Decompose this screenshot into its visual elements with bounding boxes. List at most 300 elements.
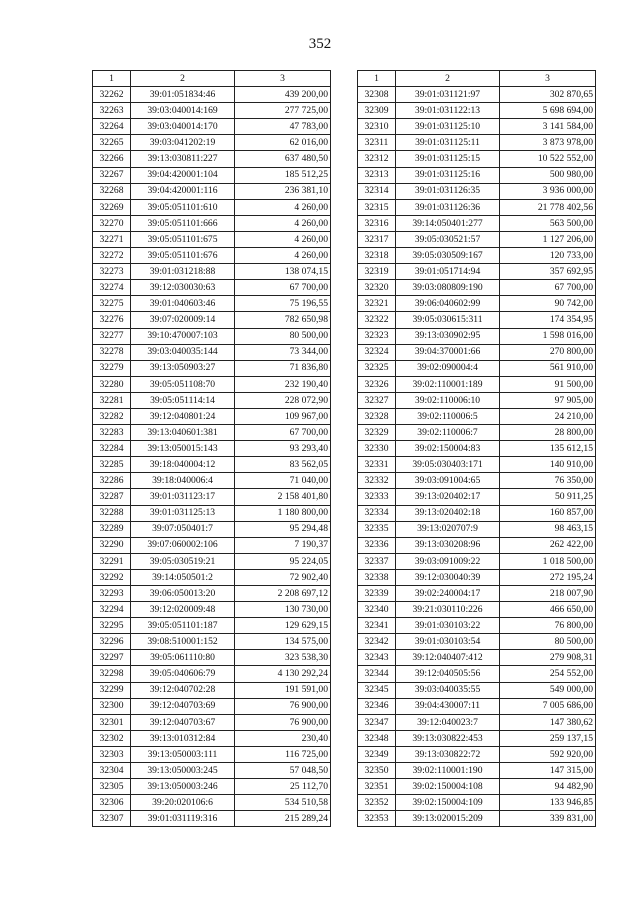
table-row	[358, 328, 596, 344]
table-row	[358, 408, 596, 424]
value-cell: 147 315,00	[500, 763, 596, 779]
value-cell: 254 552,00	[500, 666, 596, 682]
table-row	[358, 746, 596, 762]
row-number-cell: 32327	[358, 392, 396, 408]
value-cell: 5 698 694,00	[500, 103, 596, 119]
table-row	[93, 650, 331, 666]
table-row	[93, 231, 331, 247]
table-row	[93, 312, 331, 328]
row-number-cell: 32312	[358, 151, 396, 167]
table-row	[93, 199, 331, 215]
value-cell: 95 294,48	[235, 521, 331, 537]
row-number-cell: 32296	[93, 634, 131, 650]
value-cell: 80 500,00	[235, 328, 331, 344]
table-row	[358, 296, 596, 312]
row-number-cell: 32266	[93, 151, 131, 167]
row-number-cell: 32315	[358, 199, 396, 215]
value-cell: 262 422,00	[500, 537, 596, 553]
cadastral-number-cell: 39:02:110006:10	[396, 392, 500, 408]
value-cell: 466 650,00	[500, 602, 596, 618]
row-number-cell: 32339	[358, 586, 396, 602]
value-cell: 563 500,00	[500, 215, 596, 231]
row-number-cell: 32342	[358, 634, 396, 650]
table-row	[93, 473, 331, 489]
row-number-cell: 32275	[93, 296, 131, 312]
table-row	[93, 746, 331, 762]
row-number-cell: 32347	[358, 714, 396, 730]
value-cell: 3 936 000,00	[500, 183, 596, 199]
table-row	[93, 167, 331, 183]
value-cell: 93 293,40	[235, 441, 331, 457]
cadastral-number-cell: 39:05:051101:666	[131, 215, 235, 231]
table-row	[358, 650, 596, 666]
value-cell: 72 902,40	[235, 569, 331, 585]
value-cell: 191 591,00	[235, 682, 331, 698]
value-cell: 73 344,00	[235, 344, 331, 360]
row-number-cell: 32352	[358, 795, 396, 811]
table-row	[93, 634, 331, 650]
value-cell: 80 500,00	[500, 634, 596, 650]
row-number-cell: 32317	[358, 231, 396, 247]
table-row	[358, 730, 596, 746]
cadastral-number-cell: 39:18:040006:4	[131, 473, 235, 489]
table-row	[358, 183, 596, 199]
row-number-cell: 32313	[358, 167, 396, 183]
cadastral-number-cell: 39:01:031119:316	[131, 811, 235, 827]
cadastral-number-cell: 39:05:051114:14	[131, 392, 235, 408]
row-number-cell: 32272	[93, 248, 131, 264]
row-number-cell: 32291	[93, 553, 131, 569]
table-row	[93, 392, 331, 408]
row-number-cell: 32336	[358, 537, 396, 553]
value-cell: 71 836,80	[235, 360, 331, 376]
row-number-cell: 32328	[358, 408, 396, 424]
cadastral-number-cell: 39:01:031126:36	[396, 199, 500, 215]
table-row	[358, 215, 596, 231]
cadastral-number-cell: 39:07:060002:106	[131, 537, 235, 553]
cadastral-number-cell: 39:01:031125:16	[396, 167, 500, 183]
cadastral-number-cell: 39:14:050401:277	[396, 215, 500, 231]
cadastral-number-cell: 39:05:051101:675	[131, 231, 235, 247]
table-row	[93, 666, 331, 682]
row-number-cell: 32302	[93, 730, 131, 746]
row-number-cell: 32271	[93, 231, 131, 247]
cadastral-number-cell: 39:03:040035:55	[396, 682, 500, 698]
table-row	[93, 215, 331, 231]
table-row	[93, 714, 331, 730]
value-cell: 277 725,00	[235, 103, 331, 119]
table-row	[358, 199, 596, 215]
table-row	[93, 103, 331, 119]
cadastral-number-cell: 39:13:030208:96	[396, 537, 500, 553]
row-number-cell: 32311	[358, 135, 396, 151]
cadastral-number-cell: 39:02:150004:109	[396, 795, 500, 811]
value-cell: 534 510,58	[235, 795, 331, 811]
value-cell: 67 700,00	[235, 425, 331, 441]
row-number-cell: 32348	[358, 730, 396, 746]
value-cell: 28 800,00	[500, 425, 596, 441]
cadastral-number-cell: 39:21:030110:226	[396, 602, 500, 618]
row-number-cell: 32341	[358, 618, 396, 634]
table-row	[358, 119, 596, 135]
value-cell: 62 016,00	[235, 135, 331, 151]
table-row	[358, 473, 596, 489]
cadastral-number-cell: 39:01:030103:54	[396, 634, 500, 650]
table-row	[358, 521, 596, 537]
cadastral-number-cell: 39:13:010312:84	[131, 730, 235, 746]
row-number-cell: 32295	[93, 618, 131, 634]
value-cell: 75 196,55	[235, 296, 331, 312]
cadastral-number-cell: 39:02:090004:4	[396, 360, 500, 376]
cadastral-number-cell: 39:02:110001:190	[396, 763, 500, 779]
row-number-cell: 32314	[358, 183, 396, 199]
value-cell: 50 911,25	[500, 489, 596, 505]
table-row	[93, 183, 331, 199]
row-number-cell: 32326	[358, 376, 396, 392]
row-number-cell: 32265	[93, 135, 131, 151]
cadastral-number-cell: 39:05:030509:167	[396, 248, 500, 264]
row-number-cell: 32334	[358, 505, 396, 521]
table-row	[358, 682, 596, 698]
cadastral-number-cell: 39:02:240004:17	[396, 586, 500, 602]
table-row	[358, 264, 596, 280]
cadastral-number-cell: 39:05:051101:610	[131, 199, 235, 215]
value-cell: 120 733,00	[500, 248, 596, 264]
value-cell: 782 650,98	[235, 312, 331, 328]
value-cell: 236 381,10	[235, 183, 331, 199]
cadastral-number-cell: 39:13:020402:17	[396, 489, 500, 505]
value-cell: 57 048,50	[235, 763, 331, 779]
page-number: 352	[308, 36, 332, 52]
cadastral-number-cell: 39:13:020707:9	[396, 521, 500, 537]
table-row	[358, 569, 596, 585]
table-row	[358, 425, 596, 441]
cadastral-number-cell: 39:12:040702:28	[131, 682, 235, 698]
cadastral-number-cell: 39:12:040023:7	[396, 714, 500, 730]
cadastral-number-cell: 39:03:040014:170	[131, 119, 235, 135]
value-cell: 7 190,37	[235, 537, 331, 553]
value-cell: 215 289,24	[235, 811, 331, 827]
table-row	[358, 151, 596, 167]
cadastral-number-cell: 39:01:051714:94	[396, 264, 500, 280]
table-row	[93, 119, 331, 135]
table-row	[358, 376, 596, 392]
table-row	[358, 392, 596, 408]
table-row	[93, 441, 331, 457]
table-row	[93, 553, 331, 569]
row-number-cell: 32267	[93, 167, 131, 183]
value-cell: 592 920,00	[500, 746, 596, 762]
row-number-cell: 32344	[358, 666, 396, 682]
row-number-cell: 32320	[358, 280, 396, 296]
table-row	[93, 586, 331, 602]
cadastral-number-cell: 39:03:091004:65	[396, 473, 500, 489]
cadastral-number-cell: 39:12:040505:56	[396, 666, 500, 682]
table-row	[358, 489, 596, 505]
table-row	[358, 103, 596, 119]
value-cell: 7 005 686,00	[500, 698, 596, 714]
cadastral-number-cell: 39:13:030822:72	[396, 746, 500, 762]
cadastral-number-cell: 39:12:020009:48	[131, 602, 235, 618]
cadastral-number-cell: 39:01:030103:22	[396, 618, 500, 634]
value-cell: 71 040,00	[235, 473, 331, 489]
row-number-cell: 32322	[358, 312, 396, 328]
cadastral-number-cell: 39:20:020106:6	[131, 795, 235, 811]
value-cell: 24 210,00	[500, 408, 596, 424]
cadastral-number-cell: 39:12:030040:39	[396, 569, 500, 585]
cadastral-number-cell: 39:01:051834:46	[131, 87, 235, 103]
cadastral-number-cell: 39:02:150004:108	[396, 779, 500, 795]
table-row	[93, 328, 331, 344]
cadastral-number-cell: 39:12:040407:412	[396, 650, 500, 666]
value-cell: 4 130 292,24	[235, 666, 331, 682]
header-col-2: 2	[396, 71, 500, 87]
table-row	[358, 763, 596, 779]
value-cell: 357 692,95	[500, 264, 596, 280]
row-number-cell: 32270	[93, 215, 131, 231]
header-row	[358, 71, 596, 87]
value-cell: 2 208 697,12	[235, 586, 331, 602]
cadastral-number-cell: 39:03:040035:144	[131, 344, 235, 360]
value-cell: 160 857,00	[500, 505, 596, 521]
value-cell: 140 910,00	[500, 457, 596, 473]
cadastral-number-cell: 39:02:110006:5	[396, 408, 500, 424]
cadastral-number-cell: 39:04:430007:11	[396, 698, 500, 714]
value-cell: 133 946,85	[500, 795, 596, 811]
row-number-cell: 32299	[93, 682, 131, 698]
row-number-cell: 32350	[358, 763, 396, 779]
value-cell: 185 512,25	[235, 167, 331, 183]
row-number-cell: 32289	[93, 521, 131, 537]
cadastral-number-cell: 39:01:031218:88	[131, 264, 235, 280]
value-cell: 21 778 402,56	[500, 199, 596, 215]
row-number-cell: 32263	[93, 103, 131, 119]
table-row	[358, 698, 596, 714]
cadastral-number-cell: 39:13:030822:453	[396, 730, 500, 746]
row-number-cell: 32332	[358, 473, 396, 489]
cadastral-number-cell: 39:12:040703:67	[131, 714, 235, 730]
row-number-cell: 32282	[93, 408, 131, 424]
header-col-1: 1	[93, 71, 131, 87]
row-number-cell: 32351	[358, 779, 396, 795]
value-cell: 76 800,00	[500, 618, 596, 634]
table-row	[358, 537, 596, 553]
cadastral-number-cell: 39:01:040603:46	[131, 296, 235, 312]
value-cell: 302 870,65	[500, 87, 596, 103]
table-row	[93, 521, 331, 537]
row-number-cell: 32274	[93, 280, 131, 296]
cadastral-number-cell: 39:03:040014:169	[131, 103, 235, 119]
value-cell: 549 000,00	[500, 682, 596, 698]
cadastral-number-cell: 39:13:030811:227	[131, 151, 235, 167]
cadastral-number-cell: 39:18:040004:12	[131, 457, 235, 473]
value-cell: 174 354,95	[500, 312, 596, 328]
value-cell: 4 260,00	[235, 248, 331, 264]
header-col-3: 3	[235, 71, 331, 87]
row-number-cell: 32262	[93, 87, 131, 103]
table-row	[358, 553, 596, 569]
value-cell: 134 575,00	[235, 634, 331, 650]
row-number-cell: 32298	[93, 666, 131, 682]
header-col-1: 1	[358, 71, 396, 87]
table-row	[358, 634, 596, 650]
value-cell: 270 800,00	[500, 344, 596, 360]
value-cell: 439 200,00	[235, 87, 331, 103]
row-number-cell: 32337	[358, 553, 396, 569]
cadastral-number-cell: 39:07:050401:7	[131, 521, 235, 537]
left-table	[92, 70, 331, 827]
value-cell: 97 905,00	[500, 392, 596, 408]
value-cell: 4 260,00	[235, 215, 331, 231]
table-row	[93, 425, 331, 441]
cadastral-number-cell: 39:07:020009:14	[131, 312, 235, 328]
cadastral-number-cell: 39:05:030615:311	[396, 312, 500, 328]
cadastral-number-cell: 39:01:031125:11	[396, 135, 500, 151]
cadastral-number-cell: 39:01:031121:97	[396, 87, 500, 103]
table-row	[93, 135, 331, 151]
row-number-cell: 32305	[93, 779, 131, 795]
cadastral-number-cell: 39:05:030521:57	[396, 231, 500, 247]
row-number-cell: 32304	[93, 763, 131, 779]
row-number-cell: 32308	[358, 87, 396, 103]
cadastral-number-cell: 39:13:050003:111	[131, 746, 235, 762]
table-row	[358, 231, 596, 247]
table-row	[358, 457, 596, 473]
cadastral-number-cell: 39:05:030519:21	[131, 553, 235, 569]
cadastral-number-cell: 39:01:031126:35	[396, 183, 500, 199]
row-number-cell: 32268	[93, 183, 131, 199]
table-row	[93, 811, 331, 827]
cadastral-number-cell: 39:01:031125:10	[396, 119, 500, 135]
row-number-cell: 32276	[93, 312, 131, 328]
table-row	[358, 811, 596, 827]
value-cell: 339 831,00	[500, 811, 596, 827]
row-number-cell: 32324	[358, 344, 396, 360]
value-cell: 4 260,00	[235, 231, 331, 247]
cadastral-number-cell: 39:05:051101:676	[131, 248, 235, 264]
table-row	[358, 666, 596, 682]
cadastral-number-cell: 39:06:040602:99	[396, 296, 500, 312]
row-number-cell: 32338	[358, 569, 396, 585]
table-row	[358, 360, 596, 376]
value-cell: 4 260,00	[235, 199, 331, 215]
table-row	[93, 296, 331, 312]
value-cell: 2 158 401,80	[235, 489, 331, 505]
value-cell: 637 480,50	[235, 151, 331, 167]
table-row	[93, 376, 331, 392]
table-row	[93, 602, 331, 618]
row-number-cell: 32318	[358, 248, 396, 264]
value-cell: 116 725,00	[235, 746, 331, 762]
table-row	[93, 360, 331, 376]
table-row	[358, 167, 596, 183]
table-row	[93, 730, 331, 746]
value-cell: 3 873 978,00	[500, 135, 596, 151]
table-row	[93, 344, 331, 360]
cadastral-number-cell: 39:05:061110:80	[131, 650, 235, 666]
value-cell: 279 908,31	[500, 650, 596, 666]
row-number-cell: 32292	[93, 569, 131, 585]
value-cell: 323 538,30	[235, 650, 331, 666]
table-row	[358, 586, 596, 602]
row-number-cell: 32277	[93, 328, 131, 344]
row-number-cell: 32281	[93, 392, 131, 408]
table-row	[93, 763, 331, 779]
value-cell: 25 112,70	[235, 779, 331, 795]
table-row	[93, 489, 331, 505]
cadastral-number-cell: 39:03:091009:22	[396, 553, 500, 569]
table-row	[358, 618, 596, 634]
row-number-cell: 32288	[93, 505, 131, 521]
table-row	[93, 457, 331, 473]
row-number-cell: 32303	[93, 746, 131, 762]
cadastral-number-cell: 39:05:051101:187	[131, 618, 235, 634]
table-row	[93, 682, 331, 698]
table-row	[93, 264, 331, 280]
table-row	[358, 441, 596, 457]
row-number-cell: 32280	[93, 376, 131, 392]
cadastral-number-cell: 39:02:110006:7	[396, 425, 500, 441]
header-col-2: 2	[131, 71, 235, 87]
cadastral-number-cell: 39:02:110001:189	[396, 376, 500, 392]
right-table	[357, 70, 596, 827]
row-number-cell: 32278	[93, 344, 131, 360]
value-cell: 147 380,62	[500, 714, 596, 730]
cadastral-number-cell: 39:12:030030:63	[131, 280, 235, 296]
value-cell: 272 195,24	[500, 569, 596, 585]
value-cell: 561 910,00	[500, 360, 596, 376]
value-cell: 67 700,00	[500, 280, 596, 296]
cadastral-number-cell: 39:01:031125:15	[396, 151, 500, 167]
row-number-cell: 32331	[358, 457, 396, 473]
row-number-cell: 32349	[358, 746, 396, 762]
table-row	[93, 248, 331, 264]
row-number-cell: 32273	[93, 264, 131, 280]
row-number-cell: 32306	[93, 795, 131, 811]
cadastral-number-cell: 39:14:050501:2	[131, 569, 235, 585]
cadastral-number-cell: 39:05:040606:79	[131, 666, 235, 682]
value-cell: 91 500,00	[500, 376, 596, 392]
cadastral-number-cell: 39:04:420001:116	[131, 183, 235, 199]
header-row	[93, 71, 331, 87]
row-number-cell: 32309	[358, 103, 396, 119]
cadastral-number-cell: 39:04:370001:66	[396, 344, 500, 360]
row-number-cell: 32287	[93, 489, 131, 505]
row-number-cell: 32343	[358, 650, 396, 666]
row-number-cell: 32300	[93, 698, 131, 714]
row-number-cell: 32293	[93, 586, 131, 602]
value-cell: 232 190,40	[235, 376, 331, 392]
cadastral-number-cell: 39:03:041202:19	[131, 135, 235, 151]
table-row	[358, 505, 596, 521]
cadastral-number-cell: 39:13:030902:95	[396, 328, 500, 344]
cadastral-number-cell: 39:12:040801:24	[131, 408, 235, 424]
cadastral-number-cell: 39:01:031122:13	[396, 103, 500, 119]
value-cell: 135 612,15	[500, 441, 596, 457]
table-row	[358, 795, 596, 811]
row-number-cell: 32340	[358, 602, 396, 618]
value-cell: 1 180 800,00	[235, 505, 331, 521]
value-cell: 67 700,00	[235, 280, 331, 296]
value-cell: 3 141 584,00	[500, 119, 596, 135]
table-row	[93, 569, 331, 585]
table-row	[93, 618, 331, 634]
value-cell: 109 967,00	[235, 408, 331, 424]
table-row	[93, 698, 331, 714]
table-row	[358, 779, 596, 795]
value-cell: 98 463,15	[500, 521, 596, 537]
cadastral-number-cell: 39:13:020402:18	[396, 505, 500, 521]
